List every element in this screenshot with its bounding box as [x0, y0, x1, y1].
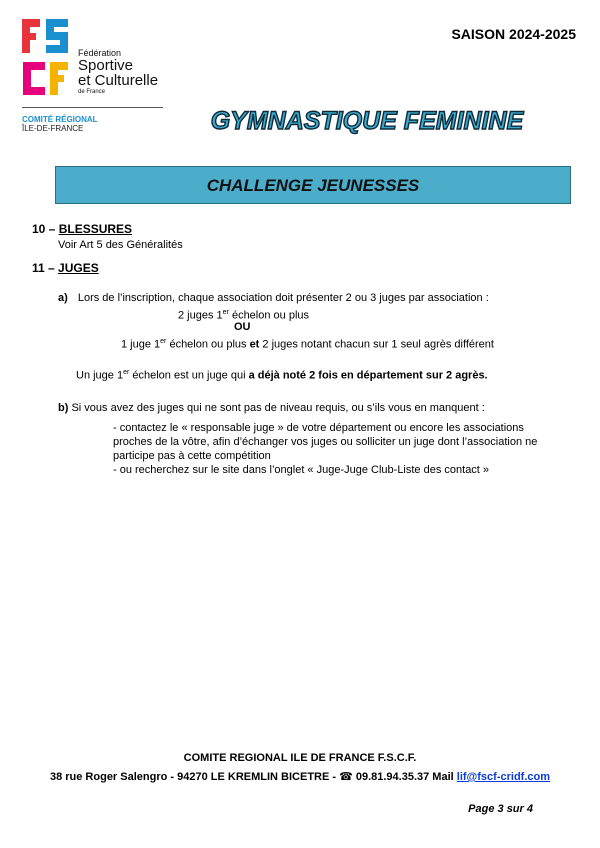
section-10-heading: [32, 222, 132, 236]
judge-definition: [76, 366, 488, 383]
item-b-text: Si vous avez des juges qui ne sont pas de niveau requis, ou s’ils vous en manquent :: [68, 402, 485, 414]
logo-line-de-france: de France: [78, 89, 106, 95]
section-10-number: 10 –: [32, 222, 59, 236]
discipline-title: [190, 103, 545, 137]
opt1-pre: 2 juges 1: [178, 309, 223, 322]
item-a: [58, 292, 489, 305]
footer-org: COMITE REGIONAL ILE DE FRANCE F.S.C.F.: [183, 752, 417, 764]
def-mid: échelon est un juge qui: [129, 369, 249, 382]
section-10-text: Voir Art 5 des Généralités: [58, 239, 183, 251]
item-b-details: [113, 421, 537, 477]
logo-line-culturelle: et Culturelle: [78, 72, 159, 89]
item-b-line1: - contactez le « responsable juge » de votre département ou encore les associations: [113, 422, 524, 434]
opt2-post: 2 juges notant chacun sur 1 seul agrès différent: [259, 338, 494, 351]
phone-icon: ☎: [339, 771, 353, 783]
item-a-option2: [121, 335, 494, 352]
season-label: SAISON 2024-2025: [451, 26, 576, 42]
section-10-title: BLESSURES: [58, 222, 133, 236]
page-number: Page 3 sur 4: [468, 803, 533, 815]
item-a-text: Lors de l’inscription, chaque association doit présenter 2 ou 3 juges par association :: [77, 292, 489, 304]
item-b-line4: - ou recherchez sur le site dans l’onglet « Juge-Juge Club-Liste des contact »: [113, 464, 490, 476]
logo-divider: [22, 107, 163, 108]
comite-line1: COMITÉ RÉGIONAL: [22, 115, 98, 124]
item-b-line3: participe pas à cette compétition: [113, 450, 271, 462]
opt2-pre: 1 juge 1: [121, 338, 161, 351]
item-a-label: a): [58, 292, 68, 304]
def-pre: Un juge 1: [76, 369, 124, 382]
item-b-label: b): [58, 402, 69, 414]
opt2-mid: échelon ou plus: [166, 338, 250, 351]
logo-text: [78, 48, 158, 96]
footer-email-link[interactable]: lif@fscf-cridf.com: [456, 771, 551, 783]
logo-line-federation: Fédération: [78, 48, 122, 58]
item-b-line2: proches de la vôtre, afin d’échanger vos juges ou solliciter un juge dont l’association ne: [113, 436, 538, 448]
section-11-title: JUGES: [58, 261, 99, 275]
logo-line-sportive: Sportive: [78, 57, 134, 74]
opt1-sup: er: [222, 309, 229, 316]
def-bold: a déjà noté 2 fois en département sur 2 agrès.: [248, 369, 488, 382]
footer-phone: 09.81.94.35.37 Mail: [352, 771, 457, 783]
opt2-et: et: [249, 338, 260, 351]
challenge-banner: CHALLENGE JEUNESSES: [55, 166, 571, 204]
opt2-sup: er: [160, 338, 167, 345]
opt1-post: échelon ou plus: [228, 309, 310, 322]
discipline-title-text: GYMNASTIQUE FEMININE: [210, 107, 524, 135]
comite-label: [22, 115, 98, 133]
item-b: [58, 402, 485, 415]
section-11-heading: [32, 261, 99, 275]
comite-line2: ÎLE-DE-FRANCE: [22, 124, 84, 133]
footer-address-text: 38 rue Roger Salengro - 94270 LE KREMLIN BICETRE -: [49, 771, 340, 783]
def-sup: er: [123, 369, 130, 376]
item-a-ou: OU: [234, 321, 251, 333]
footer-address: [0, 770, 600, 783]
section-11-number: 11 –: [32, 261, 59, 275]
